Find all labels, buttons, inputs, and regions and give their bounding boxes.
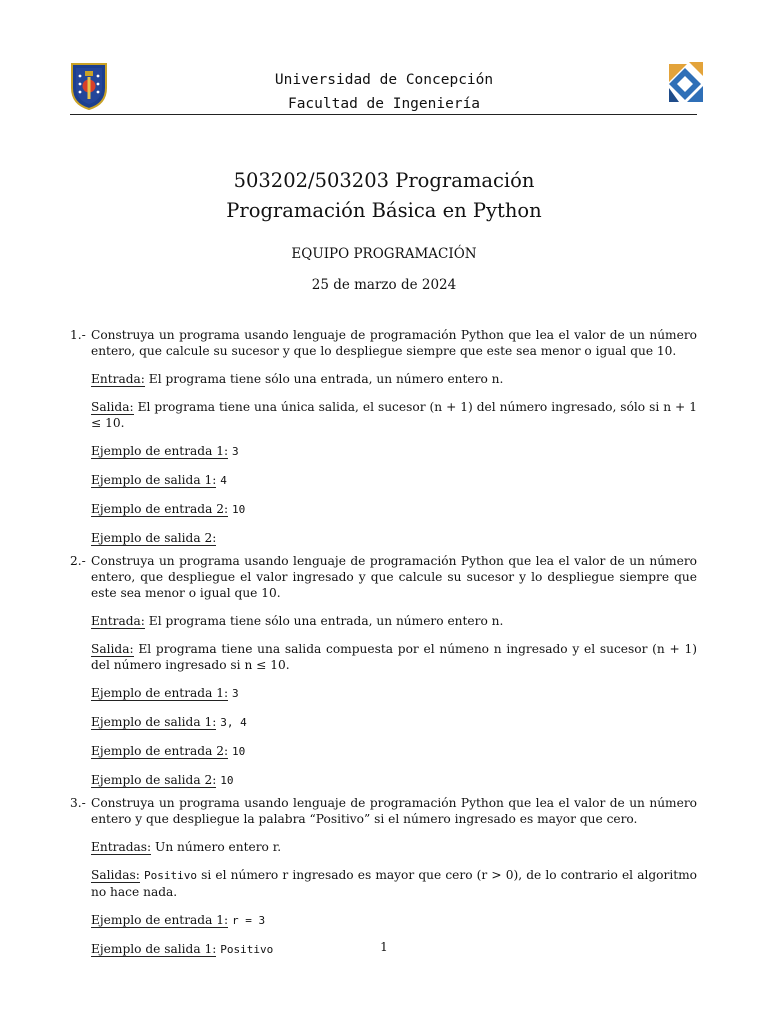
example-row (91, 501, 697, 518)
example-label: Ejemplo de entrada 2: (91, 744, 229, 758)
input-text: El programa tiene sólo una entrada, un número entero n. (148, 372, 504, 386)
output-description (91, 641, 697, 673)
input-description (91, 371, 697, 387)
faculty-logo (665, 58, 705, 106)
output-text: El programa tiene una salida compuesta por el númeno n ingresado y el sucesor (n + 1) del número ingresado si n ≤ 10. (91, 642, 698, 672)
input-text: Un número entero r. (155, 840, 282, 854)
example-value: 3, 4 (220, 716, 247, 729)
input-description (91, 839, 697, 855)
output-label: Salidas: (91, 868, 140, 882)
example-label: Ejemplo de salida 2: (91, 531, 217, 545)
problem-statement: Construya un programa usando lenguaje de programación Python que lea el valor de un número entero, que despliegue el valor ingresado y que calcule su sucesor y lo despliegue siempre que este sea menor o igual que 10. (91, 554, 697, 600)
input-label: Entrada: (91, 372, 145, 386)
example-value: 10 (220, 774, 234, 787)
output-description (91, 399, 697, 431)
example-value: 10 (231, 745, 246, 758)
example-row (91, 743, 697, 760)
input-label: Entradas: (91, 840, 152, 854)
header-text (180, 68, 588, 116)
course-title (0, 166, 768, 226)
output-label: Salida: (91, 400, 134, 414)
example-value: 10 (231, 503, 246, 516)
example-row (91, 530, 697, 547)
example-row (91, 472, 697, 489)
problem-statement: Construya un programa usando lenguaje de programación Python que lea el valor de un número entero y que despliegue la palabra “Positivo” si el número ingresado es mayor que cero. (91, 796, 697, 826)
example-row (91, 772, 697, 789)
example-row (91, 443, 697, 460)
input-text: El programa tiene sólo una entrada, un número entero n. (148, 614, 504, 628)
example-row (91, 912, 697, 929)
example-label: Ejemplo de salida 2: (91, 773, 217, 787)
example-row (91, 685, 697, 702)
example-value: r = 3 (231, 914, 266, 927)
problem-3 (70, 795, 697, 958)
input-label: Entrada: (91, 614, 145, 628)
example-label: Ejemplo de salida 1: (91, 473, 217, 487)
example-value: Positivo (220, 943, 274, 956)
problem-1 (70, 327, 697, 547)
example-label: Ejemplo de entrada 1: (91, 444, 229, 458)
faculty-name: Facultad de Ingeniería (287, 96, 481, 112)
example-value: 3 (231, 445, 239, 458)
page-number: 1 (380, 940, 388, 954)
university-name: Universidad de Concepción (274, 72, 494, 88)
input-description (91, 613, 697, 629)
document-date: 25 de marzo de 2024 (311, 277, 457, 293)
example-row (91, 714, 697, 731)
output-label: Salida: (91, 642, 134, 656)
course-code: 503202/503203 Programación (233, 169, 535, 192)
header-rule (70, 114, 697, 115)
problem-number: 3.- (70, 796, 86, 810)
problem-2 (70, 553, 697, 789)
university-shield-logo (70, 62, 108, 110)
example-label: Ejemplo de entrada 1: (91, 686, 229, 700)
course-subtitle: Programación Básica en Python (226, 199, 542, 222)
team-name: EQUIPO PROGRAMACIÓN (291, 246, 477, 262)
output-description (91, 867, 697, 900)
example-label: Ejemplo de entrada 2: (91, 502, 229, 516)
problem-statement: Construya un programa usando lenguaje de programación Python que lea el valor de un número entero, que calcule su sucesor y que lo despliegue siempre que este sea menor o igual que 10. (91, 328, 697, 358)
example-label: Ejemplo de entrada 1: (91, 913, 229, 927)
problem-list (70, 327, 697, 970)
example-label: Ejemplo de salida 1: (91, 715, 217, 729)
output-code: Positivo (143, 869, 197, 882)
output-text: El programa tiene una única salida, el sucesor (n + 1) del número ingresado, sólo si n + 1 ≤ 10. (91, 400, 697, 430)
example-value: 4 (220, 474, 227, 487)
output-text: si el número r ingresado es mayor que cero (r > 0), de lo contrario el algoritmo no hace nada. (91, 868, 698, 899)
example-value: 3 (231, 687, 239, 700)
problem-number: 2.- (70, 554, 86, 568)
example-label: Ejemplo de salida 1: (91, 942, 217, 956)
problem-number: 1.- (70, 328, 86, 342)
